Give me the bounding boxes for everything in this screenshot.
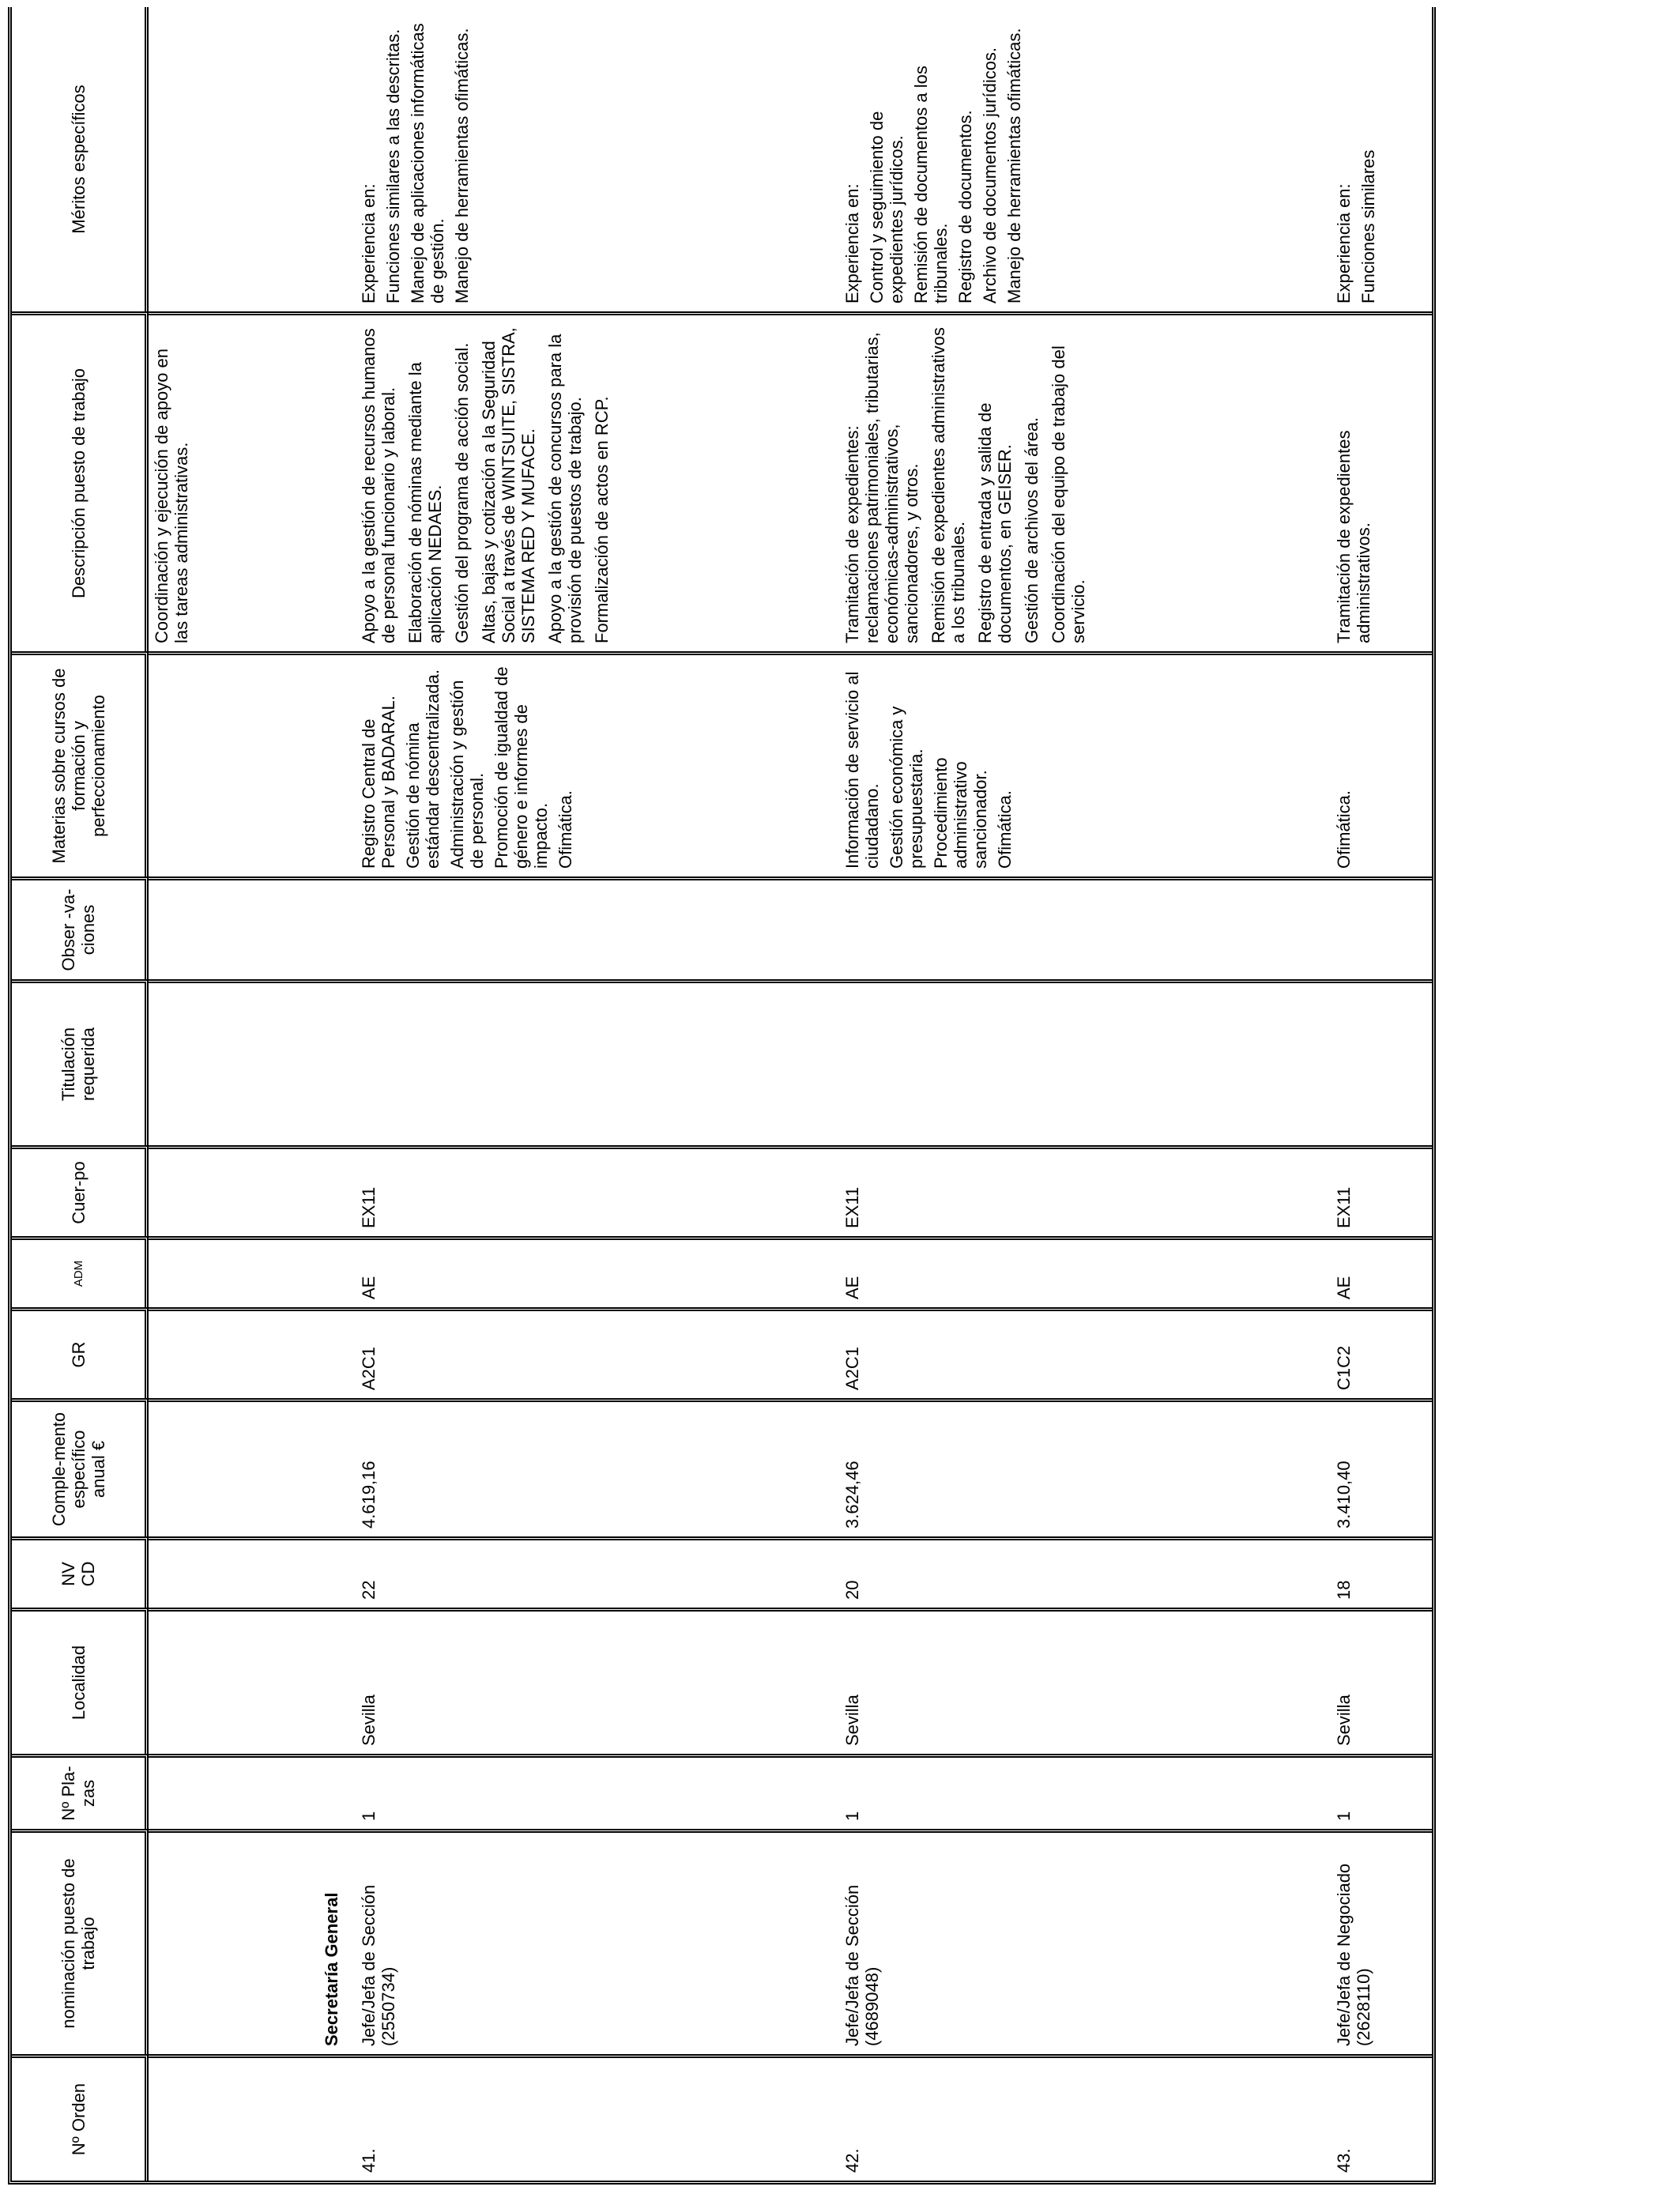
meritos-list (1334, 15, 1378, 303)
list-item: Ofimática. (995, 790, 1015, 869)
list-item: Registro de documentos. (955, 110, 975, 303)
cell-cuerpo: EX11 (828, 1145, 1320, 1236)
header-adm: ADM (12, 1236, 149, 1307)
cell-grupo: C1C2 (1320, 1307, 1432, 1398)
list-item: Ofimática. (556, 790, 575, 869)
list-item: Gestión de archivos del área. (1022, 417, 1042, 643)
cell-meritos (828, 7, 1320, 311)
list-item: Formalización de actos en RCP. (592, 396, 612, 643)
header-materias: Materias sobre cursos de formación y perfeccionamiento (12, 651, 149, 876)
header-titulacion: Titulación requerida (12, 979, 149, 1145)
cell-denominacion: Jefe/Jefa de Negociado (2628110) (1320, 1829, 1432, 2054)
list-item: Gestión de nómina estándar descentralizada. (403, 669, 443, 869)
list-item: Gestión económica y presupuestaria. (887, 706, 926, 869)
cell-orden: 43. (1320, 2054, 1432, 2181)
materias-list (842, 663, 1015, 869)
list-item: Administración y gestión de personal. (447, 680, 487, 869)
header-row (12, 7, 149, 2181)
cell-titulacion (1320, 979, 1432, 1145)
table-row (345, 7, 828, 2181)
list-item: Archivo de documentos jurídicos. (980, 47, 1000, 303)
section-row (149, 7, 345, 2181)
rotated-table-wrapper (8, 11, 1379, 2185)
list-item: Apoyo a la gestión de recursos humanos de personal funcionario y laboral. (359, 328, 398, 643)
cell-observaciones (345, 876, 828, 979)
list-item: Tramitación de expedientes: reclamaciones patrimoniales, tributarias, económicas-administrativos, sancionadores, y otros. (842, 332, 921, 643)
list-item: Experiencia en: (1334, 183, 1354, 303)
list-item: Promoción de igualdad de género e informes de impacto. (492, 666, 551, 869)
cell-materias (345, 651, 828, 876)
cell-observaciones (828, 876, 1320, 979)
header-observaciones: Obser -va-ciones (12, 876, 149, 979)
meritos-list (359, 15, 472, 303)
cell-titulacion (828, 979, 1320, 1145)
list-item: Tramitación de expedientes administrativos. (1334, 430, 1373, 643)
cell-complemento: 4.619,16 (345, 1398, 828, 1536)
list-item: Ofimática. (1334, 790, 1354, 869)
header-descripcion: Descripción puesto de trabajo (12, 311, 149, 651)
header-nivel: NV CD (12, 1536, 149, 1608)
table-row (828, 7, 1320, 2181)
cell-descripcion (828, 311, 1320, 651)
descripcion-list (359, 323, 612, 643)
rpt-table (8, 7, 1436, 2185)
cell-complemento: 3.624,46 (828, 1398, 1320, 1536)
list-item: Registro Central de Personal y BADARAL. (359, 696, 398, 869)
header-denominacion: nominación puesto de trabajo (12, 1829, 149, 2054)
list-item: Apoyo a la gestión de concursos para la provisión de puestos de trabajo. (545, 334, 585, 643)
list-item: Procedimiento administrativo sancionador. (931, 757, 990, 869)
cell-cuerpo: EX11 (345, 1145, 828, 1236)
list-item: Información de servicio al ciudadano. (842, 671, 882, 869)
materias-list (1334, 663, 1354, 869)
header-grupo: GR (12, 1307, 149, 1398)
header-cuerpo: Cuer-po (12, 1145, 149, 1236)
cell-meritos (1320, 7, 1432, 311)
list-item: Control y seguimiento de expedientes jurídicos. (867, 111, 906, 303)
cell-titulacion (345, 979, 828, 1145)
cell-descripcion (345, 311, 828, 651)
section-descripcion (149, 311, 345, 651)
list-item: Remisión de expedientes administrativos a los tribunales. (929, 327, 968, 643)
cell-complemento: 3.410,40 (1320, 1398, 1432, 1536)
list-item: Coordinación y ejecución de apoyo en las tareas administrativas. (152, 348, 191, 643)
cell-localidad: Sevilla (345, 1608, 828, 1754)
list-item: Remisión de documentos a los tribunales. (911, 66, 951, 303)
list-item: Gestión del programa de acción social. (452, 342, 472, 643)
cell-materias (828, 651, 1320, 876)
cell-localidad: Sevilla (1320, 1608, 1432, 1754)
cell-descripcion (1320, 311, 1432, 651)
cell-plazas: 1 (345, 1754, 828, 1829)
cell-nivel: 18 (1320, 1536, 1432, 1608)
cell-adm: AE (1320, 1236, 1432, 1307)
cell-grupo: A2C1 (828, 1307, 1320, 1398)
cell-observaciones (1320, 876, 1432, 979)
list-item: Manejo de herramientas ofimáticas. (1004, 28, 1024, 303)
cell-denominacion: Jefe/Jefa de Sección (4689048) (828, 1829, 1320, 2054)
section-descripcion-list (152, 323, 191, 643)
header-orden: Nº Orden (12, 2054, 149, 2181)
list-item: Manejo de aplicaciones informáticas de gestión. (408, 23, 447, 303)
cell-nivel: 20 (828, 1536, 1320, 1608)
meritos-list (842, 15, 1024, 303)
list-item: Registro de entrada y salida de documentos, en GEISER. (975, 402, 1015, 643)
materias-list (359, 663, 575, 869)
cell-grupo: A2C1 (345, 1307, 828, 1398)
cell-materias (1320, 651, 1432, 876)
cell-meritos (345, 7, 828, 311)
list-item: Elaboración de nóminas mediante la aplicación NEDAES. (405, 362, 445, 643)
cell-orden: 42. (828, 2054, 1320, 2181)
table-row (1320, 7, 1432, 2181)
cell-adm: AE (345, 1236, 828, 1307)
header-complemento: Comple-mento específico anual € (12, 1398, 149, 1536)
list-item: Altas, bajas y cotización a la Seguridad Social a través de WINTSUITE, SISTRA, SISTEMA RED Y MUFACE. (479, 327, 538, 643)
header-localidad: Localidad (12, 1608, 149, 1754)
header-meritos: Méritos específicos (12, 7, 149, 311)
cell-cuerpo: EX11 (1320, 1145, 1432, 1236)
cell-denominacion: Jefe/Jefa de Sección (2550734) (345, 1829, 828, 2054)
list-item: Manejo de herramientas ofimáticas. (452, 28, 472, 303)
descripcion-list (842, 323, 1088, 643)
descripcion-list (1334, 323, 1373, 643)
list-item: Coordinación del equipo de trabajo del servicio. (1049, 345, 1088, 643)
cell-orden: 41. (345, 2054, 828, 2181)
list-item: Funciones similares a las descritas. (383, 28, 403, 303)
section-title: Secretaría General (149, 1829, 345, 2054)
list-item: Experiencia en: (359, 183, 379, 303)
list-item: Funciones similares (1358, 149, 1378, 303)
header-plazas: Nº Pla-zas (12, 1754, 149, 1829)
cell-nivel: 22 (345, 1536, 828, 1608)
list-item: Experiencia en: (842, 183, 862, 303)
cell-localidad: Sevilla (828, 1608, 1320, 1754)
cell-plazas: 1 (1320, 1754, 1432, 1829)
cell-adm: AE (828, 1236, 1320, 1307)
cell-plazas: 1 (828, 1754, 1320, 1829)
